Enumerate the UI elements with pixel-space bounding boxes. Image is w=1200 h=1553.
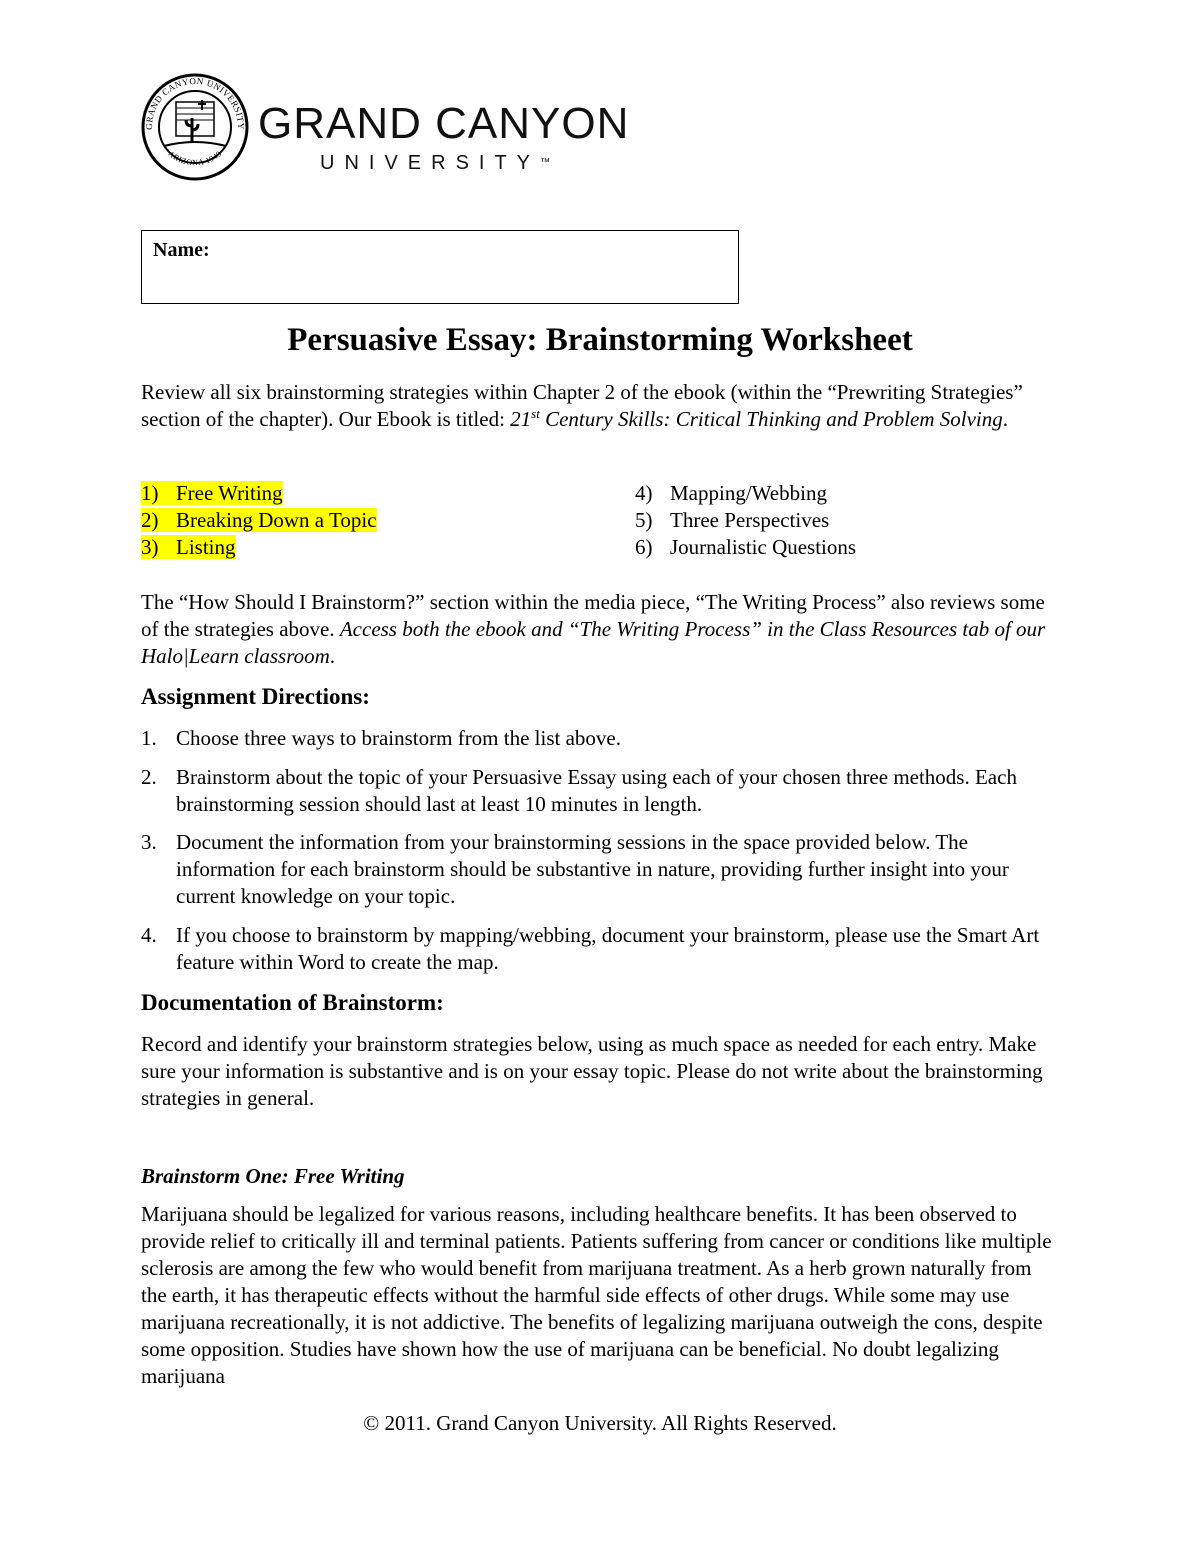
copyright-footer: © 2011. Grand Canyon University. All Rights Reserved. xyxy=(363,1411,837,1435)
brainstorm-one-text: Marijuana should be legalized for various reasons, including healthcare benefits. It has been observed to provide relief to critically ill and terminal patients. Patients suffering from cancer or conditions like multiple sclerosis are among the few who would benefit from marijuana treatment. As a herb grown naturally from the earth, it has therapeutic effects without the harmful side effects of other drugs. While some may use marijuana recreationally, it is not addictive. The benefits of legalizing marijuana outweigh the cons, despite some opposition. Studies have shown how the use of marijuana can be beneficial. No doubt legalizing marijuana xyxy=(141,1202,1052,1388)
strategy-item-1: 1) Free Writing xyxy=(141,481,283,505)
seal-text-bottom: ARIZONA 1949 xyxy=(166,149,224,168)
strategy-item-3: 3) Listing xyxy=(141,535,236,559)
media-paragraph: The “How Should I Brainstorm?” section within the media piece, “The Writing Process” also reviews some of the strategies above. Access both the ebook and “The Writing Process” in the Class Resources tab of our Halo|Learn classroom. xyxy=(141,590,1046,668)
documentation-heading: Documentation of Brainstorm: xyxy=(141,990,444,1015)
ebook-title: 21st Century Skills: Critical Thinking and Problem Solving xyxy=(510,406,1003,431)
logo-name-line2: UNIVERSITY™ xyxy=(320,152,551,174)
svg-text:ARIZONA 1949 xyxy=(167,149,224,167)
logo-name-line1: GRAND CANYON xyxy=(258,99,630,148)
seal-text-top: GRAND CANYON UNIVERSITY xyxy=(143,75,247,130)
name-label: Name: xyxy=(153,239,210,261)
university-seal-icon xyxy=(140,72,250,182)
page-title: Persuasive Essay: Brainstorming Worksheet xyxy=(287,322,913,358)
direction-item-4: 4. If you choose to brainstorm by mapping/webbing, document your brainstorm, please use the Smart Art feature within Word to create the map. xyxy=(141,923,1040,974)
strategy-item-5: 5) Three Perspectives xyxy=(635,508,830,532)
documentation-paragraph: Record and identify your brainstorm strategies below, using as much space as needed for each entry. Make sure your information is substantive and is on your essay topic. Please do not write about the brainstorming strategies in general. xyxy=(141,1032,1043,1110)
university-logo xyxy=(140,72,630,187)
trademark-symbol: ™ xyxy=(540,157,551,168)
direction-item-3: 3. Document the information from your brainstorming sessions in the space provided below. The information for each brainstorm should be substantive in nature, providing further insight into your current knowledge on your topic. xyxy=(141,830,1009,908)
strategy-item-4: 4) Mapping/Webbing xyxy=(635,481,827,505)
strategy-item-6: 6) Journalistic Questions xyxy=(635,535,857,559)
intro-paragraph: Review all six brainstorming strategies within Chapter 2 of the ebook (within the “Prewriting Strategies” section of the chapter). Our Ebook is titled: 21st Century Skills: Critical Thinking and Problem Solving. xyxy=(141,380,1023,431)
direction-item-2: 2. Brainstorm about the topic of your Persuasive Essay using each of your chosen three methods. Each brainstorming session should last at least 10 minutes in length. xyxy=(141,765,1017,816)
direction-item-1: 1. Choose three ways to brainstorm from the list above. xyxy=(141,726,621,750)
directions-heading: Assignment Directions: xyxy=(141,684,370,709)
name-field-box[interactable] xyxy=(141,230,739,304)
strategy-item-2: 2) Breaking Down a Topic xyxy=(141,508,377,532)
brainstorm-one-heading: Brainstorm One: Free Writing xyxy=(141,1164,405,1188)
